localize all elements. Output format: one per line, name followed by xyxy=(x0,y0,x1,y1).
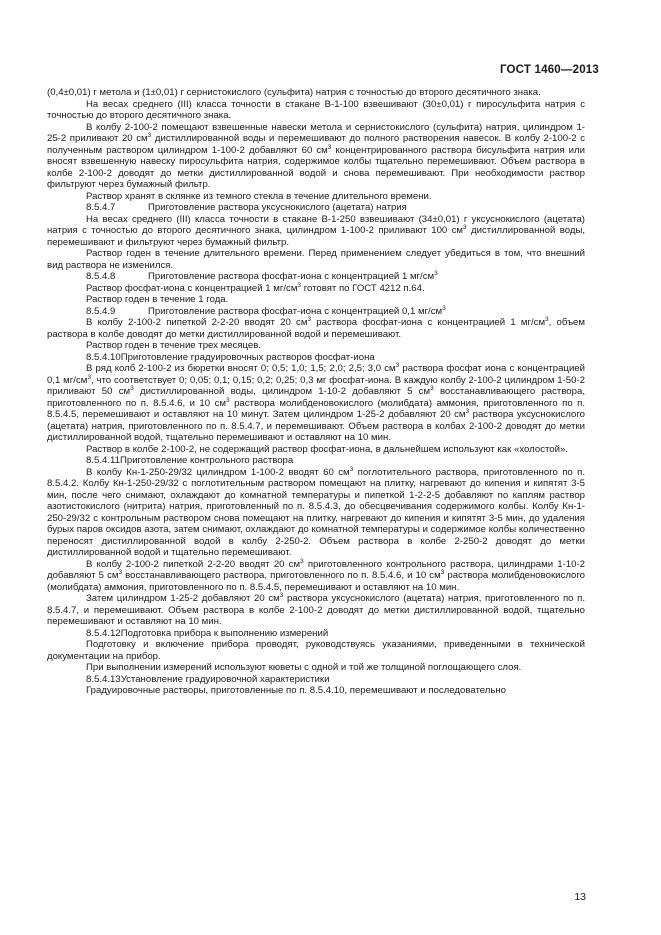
section-title: Приготовление градуировочных растворов фосфат-иона xyxy=(120,351,375,363)
paragraph: В колбу Кн-1-250-29/32 цилиндром 1-100-2 вводят 60 $см^3$ поглотительного раствора, приготовленного по п. 8.5.4.2. Колбу Кн-1-250-29/32 с поглотительным раствором помещают на плитку, нагревают до кипения и кипятят 3-5 мин, после чего снимают, охлаждают до комнатной температуры и пипеткой 1-2-2-5 добавляют по каплям раствор азотистокислого (нитрита) натрия, приготовленный по п. 8.5.4.3, до обесцвечивания содержимого колбы. Колбу Кн-1-250-29/32 с контрольным раствором снова помещают на плитку, нагревают до кипения и кипятят 3-5 мин, до удаления бурых паров оксидов азота, затем снимают, охлаждают до комнатной температуры и содержимое колбы количественно переносят дистиллированной водой в колбу 2-250-2. Объем раствора в колбе 2-250-2 доводят до метки дистиллированной водой и тщательно перемешивают. xyxy=(47,465,585,558)
section-title: Подготовка прибора к выполнению измерений xyxy=(120,627,329,639)
paragraph: На весах среднего (III) класса точности в стакане В-1-100 взвешивают (30±0,01) г пиросульфита натрия с точностью до второго десятичного знака. xyxy=(47,98,585,121)
document-body xyxy=(47,87,585,697)
paragraph: Раствор годен в течение трех месяцев. xyxy=(86,340,262,351)
section-number: 8.5.4.13 xyxy=(86,673,121,685)
section-heading xyxy=(47,628,585,640)
section-title: Установление градуировочной характеристики xyxy=(120,673,330,685)
section-heading xyxy=(47,352,585,364)
section-heading xyxy=(47,271,585,283)
paragraph: Затем цилиндром 1-25-2 добавляют 20 $см^3$ раствора уксуснокислого (ацетата) натрия, приготовленного по п. 8.5.4.7, и перемешивают. Объем раствора в колбе 2-100-2 доводят до метки дистиллированной водой, тщательно перемешивают и оставляют на 10 мин. xyxy=(47,592,585,627)
section-title: Приготовление контрольного раствора xyxy=(119,455,294,466)
paragraph: Подготовку и включение прибора проводят, руководствуясь указаниями, приведенными в технической документации на прибор. xyxy=(47,639,585,662)
document-header: ГОСТ 1460—2013 xyxy=(499,64,599,76)
paragraph: В колбу 2-100-2 помещают взвешенные навески метола и сернистокислого (сульфита) натрия, цилиндром 1-25-2 приливают 20 $см^3$ дистиллированной воды и перемешивают до полного растворения навесок. В колбу 2-100-2 с полученным раствором цилиндром 1-100-2 добавляют 60 $см^3$ концентрированного раствора бисульфита натрия или вносят взвешенную навеску пиросульфита натрия, содержимое колбы тщательно перемешивают. Объем раствора в колбе 2-100-2 доводят до метки дистиллированной водой и снова перемешивают. При необходимости раствор фильтруют через бумажный фильтр. xyxy=(47,121,586,190)
section-number: 8.5.4.7 xyxy=(86,202,116,213)
section-number: 8.5.4.11 xyxy=(86,455,120,466)
section-number: 8.5.4.10 xyxy=(86,351,121,363)
paragraph: В колбу 2-100-2 пипеткой 2-2-20 вводят 20 $см^3$ приготовленного контрольного раствора, цилиндрами 1-10-2 добавляют 5 $см^3$ восстанавливающего раствора, приготовленного по п. 8.5.4.6, и 10 $см^3$ раствора молибденовокислого (молибдата) аммония, приготовленного по п. 8.5.4.5, перемешивают и оставляют на 10 мин. xyxy=(47,557,585,593)
section-title: Приготовление раствора фосфат-иона с концентрацией 0,1 $мг/см^3$ xyxy=(148,304,446,317)
paragraph: На весах среднего (III) класса точности в стакане В-1-250 взвешивают (34±0,01) г уксуснокислого (ацетата) натрия с точностью до второго десятичного знака, цилиндром 1-100-2 приливают 100 $см^3$ дистиллированной воды, перемешивают и фильтруют через бумажный фильтр. xyxy=(47,213,586,248)
paragraph: В колбу 2-100-2 пипеткой 2-2-20 вводят 20 $см^3$ раствора фосфат-иона с концентрацией 1 $мг/см^3$, объем раствора в колбе доводят до метки дистиллированной водой и перемешивают. xyxy=(47,316,585,340)
paragraph: Раствор годен в течение длительного времени. Перед применением следует убедиться в том, что внешний вид раствора не изменился. xyxy=(47,248,585,271)
paragraph: Раствор хранят в склянке из темного стекла в течение длительного времени. xyxy=(86,190,432,202)
paragraph: При выполнении измерений используют кюветы с одной и той же толщиной поглощающего слоя. xyxy=(86,662,522,673)
section-number: 8.5.4.12 xyxy=(86,627,121,639)
page-number: 13 xyxy=(574,891,586,903)
paragraph: Раствор в колбе 2-100-2, не содержащий раствор фосфат-иона, в дальнейшем используют как «холостой». xyxy=(86,443,568,455)
section-title: Приготовление раствора фосфат-иона с концентрацией 1 $мг/см^3$ xyxy=(148,270,438,282)
paragraph: Раствор фосфат-иона с концентрацией 1 $мг/см^3$ готовят по ГОСТ 4212 п.64. xyxy=(86,281,425,294)
section-number: 8.5.4.8 xyxy=(86,271,116,282)
section-heading xyxy=(47,674,585,686)
section-heading xyxy=(47,202,585,214)
paragraph: Градуировочные растворы, приготовленные по п. 8.5.4.10, перемешивают и последовательно xyxy=(86,685,506,696)
section-number: 8.5.4.9 xyxy=(86,305,116,317)
paragraph: (0,4±0,01) г метола и (1±0,01) г сернистокислого (сульфита) натрия с точностью до второго десятичного знака. xyxy=(47,87,541,98)
section-heading xyxy=(47,306,585,318)
paragraph: В ряд колб 2-100-2 из бюретки вносят 0; 0,5; 1,0; 1,5; 2,0; 2,5; 3,0 $см^3$ раствора фосфат иона с концентрацией 0,1 $мг/см^3$, что соответствует 0; 0,05; 0,1; 0,15; 0,2; 0,25; 0,3 мг фосфат-иона. В каждую колбу 2-100-2 цилиндром 1-50-2 приливают 50 $см^3$ дистиллированной воды, цилиндром 1-10-2 добавляют 5 $см^3$ восстанавливающего раствора, приготовленного по п. 8.5.4.6, и 10 $см^3$ раствора молибденовокислого (молибдата) аммония, приготовленного по п. 8.5.4.5, перемешивают и оставляют на 10 минут. Затем цилиндром 1-25-2 добавляют 20 $см^3$ раствора уксуснокислого (ацетата) натрия, приготовленного по п. 8.5.4.7, и перемешивают. Объем раствора в колбах 2-100-2 доводят до метки дистиллированной водой, тщательно перемешивают и оставляют на 10 мин. xyxy=(47,362,586,443)
section-heading xyxy=(47,455,585,467)
section-title: Приготовление раствора уксуснокислого (ацетата) натрия xyxy=(148,202,407,213)
paragraph: Раствор годен в течение 1 года. xyxy=(86,294,229,305)
